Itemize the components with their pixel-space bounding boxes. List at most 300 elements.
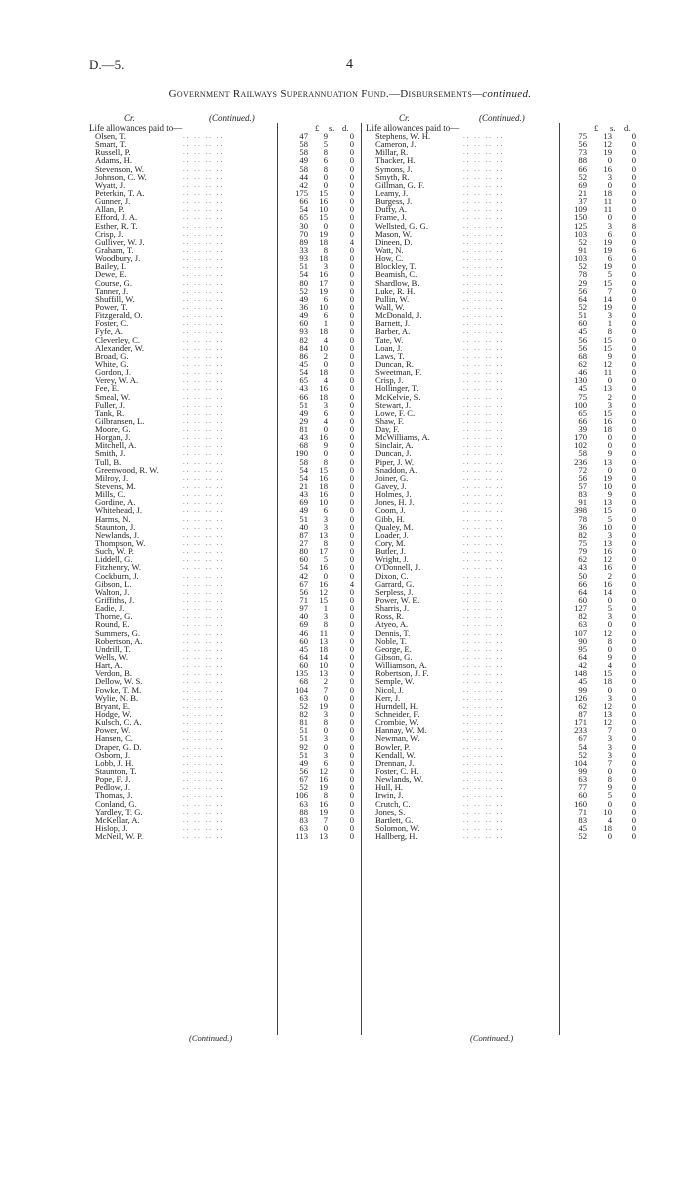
amount-pounds: 84: [299, 342, 308, 353]
dot-leader: .. .. .. ..: [183, 661, 225, 670]
amount-pence: 0: [349, 521, 354, 532]
amount-pounds: 56: [578, 139, 587, 150]
amount-pence: 0: [349, 749, 354, 760]
amount-pence: 0: [631, 676, 636, 687]
amount-shillings: 10: [319, 301, 328, 312]
pensioner-name: Gibb, H.: [375, 513, 405, 524]
pensioner-name: Duncan, J.: [375, 448, 412, 459]
allowance-row: [375, 808, 637, 816]
amount-shillings: 13: [603, 708, 612, 719]
allowance-row: [95, 726, 357, 734]
amount-shillings: 0: [323, 725, 328, 736]
allowance-row: [375, 506, 637, 514]
dot-leader: .. .. .. ..: [463, 262, 505, 271]
pensioner-name: Bailey, I.: [95, 261, 127, 272]
pensioner-name: McDonald, J.: [375, 310, 422, 321]
pensioner-name: Such, W. P.: [95, 546, 134, 557]
amount-pence: 0: [349, 619, 354, 630]
amount-pence: 0: [349, 562, 354, 573]
pensioner-name: Summers, G.: [95, 627, 141, 638]
amount-pence: 0: [349, 822, 354, 833]
amount-pounds: 103: [574, 253, 587, 264]
amount-pounds: 56: [299, 586, 308, 597]
amount-pence: 0: [349, 603, 354, 614]
pensioner-name: Bartlett, G.: [375, 814, 414, 825]
amount-shillings: 18: [319, 391, 328, 402]
amount-pounds: 68: [299, 676, 308, 687]
dot-leader: .. .. .. ..: [463, 799, 505, 808]
dot-leader: .. .. .. ..: [463, 188, 505, 197]
allowance-row: [95, 384, 357, 392]
dot-leader: .. .. .. ..: [183, 644, 225, 653]
dot-leader: .. .. .. ..: [183, 465, 225, 474]
amount-pounds: 67: [299, 578, 308, 589]
dot-leader: .. .. .. ..: [463, 693, 505, 702]
pensioner-name: Hannay, W. M.: [375, 725, 427, 736]
amount-pounds: 99: [578, 765, 587, 776]
amount-shillings: 11: [603, 367, 612, 378]
amount-pounds: 66: [299, 391, 308, 402]
amount-pounds: 60: [299, 660, 308, 671]
allowance-row: [375, 800, 637, 808]
allowance-row: [95, 449, 357, 457]
amount-pounds: 113: [295, 831, 308, 842]
dot-leader: .. .. .. ..: [463, 245, 505, 254]
pensioner-name: Lobb, J. H.: [95, 757, 134, 768]
dot-leader: .. .. .. ..: [183, 457, 225, 466]
dot-leader: .. .. .. ..: [183, 628, 225, 637]
pensioner-name: Kulsch, C. A.: [95, 717, 142, 728]
dot-leader: .. .. .. ..: [183, 262, 225, 271]
right-lead-text: Life allowances paid to—: [366, 123, 460, 133]
allowance-row: [95, 393, 357, 401]
amount-pounds: 54: [299, 562, 308, 573]
pensioner-name: Power, W. E.: [375, 595, 420, 606]
allowance-row: [375, 344, 637, 352]
amount-shillings: 16: [319, 432, 328, 443]
dot-leader: .. .. .. ..: [463, 718, 505, 727]
dot-leader: .. .. .. ..: [183, 148, 225, 157]
amount-pounds: 56: [578, 472, 587, 483]
pensioner-name: Mills, C.: [95, 489, 126, 500]
dot-leader: .. .. .. ..: [183, 571, 225, 580]
amount-pounds: 51: [299, 261, 308, 272]
allowance-row: [95, 775, 357, 783]
amount-shillings: 18: [319, 367, 328, 378]
dot-leader: .. .. .. ..: [463, 604, 505, 613]
pensioner-name: Dennis, T.: [375, 627, 411, 638]
pensioner-name: Schneider, F.: [375, 708, 420, 719]
amount-shillings: 3: [607, 741, 612, 752]
dot-leader: .. .. .. ..: [463, 596, 505, 605]
amount-pounds: 160: [574, 798, 587, 809]
pensioner-name: Hull, H.: [375, 782, 403, 793]
amount-pence: 0: [349, 179, 354, 190]
pensioner-name: Verey, W. A.: [95, 375, 139, 386]
pensioner-name: Garrard, G.: [375, 578, 415, 589]
pensioner-name: Yardley, T. G.: [95, 806, 143, 817]
pensioner-name: Hodge, W.: [95, 708, 132, 719]
dot-leader: .. .. .. ..: [463, 644, 505, 653]
amount-shillings: 6: [323, 310, 328, 321]
amount-shillings: 8: [323, 163, 328, 174]
amount-shillings: 12: [603, 717, 612, 728]
amount-pounds: 78: [578, 269, 587, 280]
pensioner-name: Osborn, J.: [95, 749, 131, 760]
allowance-row: [375, 417, 637, 425]
amount-shillings: 12: [603, 700, 612, 711]
amount-shillings: 18: [603, 424, 612, 435]
amount-shillings: 6: [323, 505, 328, 516]
pensioner-name: Alexander, W.: [95, 342, 145, 353]
allowance-row: [375, 393, 637, 401]
dot-leader: .. .. .. ..: [183, 718, 225, 727]
amount-pence: 0: [349, 163, 354, 174]
allowance-row: [95, 417, 357, 425]
dot-leader: .. .. .. ..: [463, 205, 505, 214]
amount-pence: 0: [631, 391, 636, 402]
pensioner-name: Course, G.: [95, 277, 132, 288]
amount-pounds: 70: [299, 228, 308, 239]
amount-pence: 0: [631, 179, 636, 190]
dot-leader: .. .. .. ..: [463, 449, 505, 458]
amount-pounds: 93: [299, 253, 308, 264]
pensioner-name: McWilliams, A.: [375, 432, 430, 443]
amount-shillings: 12: [319, 586, 328, 597]
pensioner-name: Watt, N.: [375, 244, 404, 255]
amount-shillings: 19: [603, 261, 612, 272]
amount-pounds: 81: [299, 717, 308, 728]
amount-shillings: 18: [319, 643, 328, 654]
dot-leader: .. .. .. ..: [463, 327, 505, 336]
amount-pence: 0: [349, 293, 354, 304]
amount-pence: 0: [349, 765, 354, 776]
dot-leader: .. .. .. ..: [463, 807, 505, 816]
dot-leader: .. .. .. ..: [183, 376, 225, 385]
allowance-row: [375, 441, 637, 449]
amount-pence: 0: [349, 635, 354, 646]
amount-pence: 0: [631, 798, 636, 809]
pensioner-name: Tull, B.: [95, 456, 122, 467]
dot-leader: .. .. .. ..: [183, 343, 225, 352]
pensioner-name: Lowe, F. C.: [375, 407, 416, 418]
allowance-row: [375, 523, 637, 531]
amount-shillings: 9: [607, 489, 612, 500]
pensioner-name: Conland, G.: [95, 798, 137, 809]
amount-pence: 0: [349, 456, 354, 467]
amount-pence: 0: [631, 236, 636, 247]
pensioner-name: O'Donnell, J.: [375, 562, 421, 573]
pensioner-name: Burgess, J.: [375, 196, 413, 207]
dot-leader: .. .. .. ..: [183, 294, 225, 303]
dot-leader: .. .. .. ..: [183, 441, 225, 450]
amount-pounds: 39: [578, 424, 587, 435]
allowance-row: [375, 352, 637, 360]
amount-pence: 0: [631, 831, 636, 842]
pensioner-name: Sweetman, F.: [375, 367, 422, 378]
amount-pence: 0: [631, 383, 636, 394]
amount-pounds: 52: [578, 831, 587, 842]
amount-pounds: 81: [299, 424, 308, 435]
left-cr-label: Cr.: [124, 113, 135, 123]
amount-shillings: 0: [607, 765, 612, 776]
amount-pounds: 236: [574, 456, 587, 467]
pensioner-name: Mason, W.: [375, 228, 413, 239]
amount-shillings: 8: [323, 717, 328, 728]
dot-leader: .. .. .. ..: [183, 726, 225, 735]
right-currency-pound: £: [594, 123, 599, 133]
dot-leader: .. .. .. ..: [183, 522, 225, 531]
amount-shillings: 0: [607, 432, 612, 443]
allowance-row: [375, 531, 637, 539]
amount-pounds: 51: [299, 399, 308, 410]
dot-leader: .. .. .. ..: [463, 742, 505, 751]
amount-pence: 0: [631, 692, 636, 703]
dot-leader: .. .. .. ..: [183, 701, 225, 710]
allowance-row: [95, 466, 357, 474]
amount-shillings: 3: [607, 399, 612, 410]
amount-pounds: 65: [299, 212, 308, 223]
amount-pounds: 93: [299, 326, 308, 337]
amount-pounds: 82: [578, 611, 587, 622]
amount-pence: 0: [631, 464, 636, 475]
amount-shillings: 19: [603, 472, 612, 483]
pensioner-name: Fitzgerald, O.: [95, 310, 143, 321]
amount-pounds: 67: [299, 774, 308, 785]
amount-shillings: 16: [603, 562, 612, 573]
dot-leader: .. .. .. ..: [183, 498, 225, 507]
amount-shillings: 9: [607, 448, 612, 459]
amount-pounds: 135: [295, 668, 308, 679]
pensioner-name: Wellsted, G. G.: [375, 220, 429, 231]
pensioner-name: Jones, H. J.: [375, 497, 415, 508]
dot-leader: .. .. .. ..: [463, 465, 505, 474]
amount-shillings: 5: [323, 554, 328, 565]
left-lead-text: Life allowances paid to—: [89, 123, 183, 133]
pensioner-name: How, C.: [375, 253, 404, 264]
dot-leader: .. .. .. ..: [183, 319, 225, 328]
amount-shillings: 18: [319, 326, 328, 337]
allowance-row: [375, 189, 637, 197]
pensioner-name: Cory, M.: [375, 538, 406, 549]
dot-leader: .. .. .. ..: [463, 213, 505, 222]
dot-leader: .. .. .. ..: [463, 197, 505, 206]
amount-pounds: 46: [578, 367, 587, 378]
allowance-row: [95, 653, 357, 661]
amount-shillings: 0: [323, 424, 328, 435]
amount-pounds: 148: [574, 668, 587, 679]
dot-leader: .. .. .. ..: [183, 311, 225, 320]
amount-shillings: 19: [319, 782, 328, 793]
dot-leader: .. .. .. ..: [463, 164, 505, 173]
amount-pounds: 60: [299, 554, 308, 565]
amount-pence: 0: [631, 481, 636, 492]
amount-pence: 0: [349, 676, 354, 687]
amount-pence: 0: [349, 595, 354, 606]
dot-leader: .. .. .. ..: [463, 473, 505, 482]
amount-pounds: 56: [578, 334, 587, 345]
allowance-row: [95, 189, 357, 197]
amount-shillings: 18: [603, 187, 612, 198]
amount-shillings: 6: [323, 757, 328, 768]
amount-shillings: 15: [319, 187, 328, 198]
pensioner-name: McKelvie, S.: [375, 391, 421, 402]
right-currency-shillings: s.: [610, 123, 616, 133]
dot-leader: .. .. .. ..: [463, 148, 505, 157]
amount-pence: 0: [631, 350, 636, 361]
amount-pounds: 43: [578, 562, 587, 573]
amount-pounds: 64: [578, 586, 587, 597]
amount-shillings: 4: [607, 660, 612, 671]
pensioner-name: Shardlow, B.: [375, 277, 420, 288]
pensioner-name: George, E.: [375, 643, 412, 654]
amount-pence: 0: [349, 367, 354, 378]
amount-pence: 0: [631, 131, 636, 141]
amount-shillings: 0: [607, 684, 612, 695]
allowance-row: [375, 156, 637, 164]
amount-pounds: 51: [299, 749, 308, 760]
allowance-row: [375, 539, 637, 547]
amount-pence: 0: [349, 489, 354, 500]
dot-leader: .. .. .. ..: [183, 587, 225, 596]
amount-pounds: 83: [578, 489, 587, 500]
amount-shillings: 3: [607, 529, 612, 540]
pensioner-name: Bryant, E.: [95, 700, 131, 711]
allowance-row: [375, 165, 637, 173]
dot-leader: .. .. .. ..: [183, 408, 225, 417]
amount-pounds: 68: [578, 350, 587, 361]
amount-pounds: 58: [299, 147, 308, 158]
amount-pounds: 60: [578, 318, 587, 329]
dot-leader: .. .. .. ..: [463, 514, 505, 523]
allowance-row: [375, 319, 637, 327]
pensioner-name: Undrill, T.: [95, 643, 131, 654]
allowance-row: [95, 197, 357, 205]
pensioner-name: Thorne, G.: [95, 611, 133, 622]
allowance-row: [95, 173, 357, 181]
allowance-row: [375, 612, 637, 620]
amount-pence: 0: [631, 448, 636, 459]
amount-pounds: 67: [578, 733, 587, 744]
pensioner-name: Wall, W.: [375, 301, 405, 312]
pensioner-name: Round, E.: [95, 619, 130, 630]
amount-pounds: 54: [299, 464, 308, 475]
amount-pence: 0: [631, 139, 636, 150]
amount-pounds: 56: [578, 342, 587, 353]
amount-pounds: 47: [299, 131, 308, 141]
amount-pounds: 69: [299, 619, 308, 630]
dot-leader: .. .. .. ..: [183, 449, 225, 458]
amount-shillings: 5: [607, 269, 612, 280]
dot-leader: .. .. .. ..: [463, 750, 505, 759]
amount-shillings: 13: [319, 831, 328, 842]
amount-pounds: 104: [574, 757, 587, 768]
amount-pence: 0: [349, 155, 354, 166]
amount-shillings: 15: [319, 464, 328, 475]
amount-shillings: 16: [319, 562, 328, 573]
dot-leader: .. .. .. ..: [183, 636, 225, 645]
amount-pounds: 37: [578, 196, 587, 207]
pensioner-name: Graham, T.: [95, 244, 134, 255]
pensioner-name: Gulliver, W. J.: [95, 236, 145, 247]
dot-leader: .. .. .. ..: [183, 677, 225, 686]
allowance-row: [95, 401, 357, 409]
amount-shillings: 4: [607, 814, 612, 825]
amount-pounds: 90: [578, 635, 587, 646]
amount-shillings: 8: [323, 147, 328, 158]
amount-shillings: 0: [323, 171, 328, 182]
amount-pence: 0: [631, 415, 636, 426]
dot-leader: .. .. .. ..: [463, 758, 505, 767]
amount-shillings: 5: [607, 513, 612, 524]
amount-pounds: 46: [299, 627, 308, 638]
amount-pence: 0: [631, 741, 636, 752]
allowance-row: [95, 425, 357, 433]
amount-pounds: 127: [574, 603, 587, 614]
amount-shillings: 16: [603, 415, 612, 426]
amount-pounds: 75: [578, 538, 587, 549]
allowance-row: [95, 360, 357, 368]
amount-shillings: 0: [323, 741, 328, 752]
amount-pence: 0: [349, 652, 354, 662]
amount-pence: 0: [349, 798, 354, 809]
pensioner-name: Smyth, R.: [375, 171, 410, 182]
amount-pence: 0: [631, 399, 636, 410]
dot-leader: .. .. .. ..: [463, 709, 505, 718]
pensioner-name: Foster, C.: [95, 318, 129, 329]
allowance-row: [95, 604, 357, 612]
amount-pounds: 52: [299, 782, 308, 793]
amount-pounds: 398: [574, 505, 587, 516]
dot-leader: .. .. .. ..: [183, 604, 225, 613]
dot-leader: .. .. .. ..: [463, 254, 505, 263]
amount-shillings: 3: [323, 513, 328, 524]
pensioner-name: Hansen, C.: [95, 733, 133, 744]
amount-pence: 0: [349, 774, 354, 785]
amount-pence: 0: [349, 741, 354, 752]
amount-pence: 0: [349, 529, 354, 540]
allowance-row: [95, 767, 357, 775]
amount-shillings: 16: [319, 774, 328, 785]
pensioner-name: Luke, R. H.: [375, 285, 416, 296]
amount-pounds: 52: [299, 700, 308, 711]
pensioner-name: Kendall, W.: [375, 749, 416, 760]
amount-pounds: 45: [299, 643, 308, 654]
amount-shillings: 10: [319, 342, 328, 353]
dot-leader: .. .. .. ..: [463, 294, 505, 303]
amount-pence: 0: [631, 196, 636, 207]
amount-pence: 8: [631, 220, 636, 231]
dot-leader: .. .. .. ..: [183, 669, 225, 678]
dot-leader: .. .. .. ..: [183, 547, 225, 556]
title-section: Disbursements: [400, 88, 473, 100]
pensioner-name: Blockley, T.: [375, 261, 417, 272]
amount-shillings: 0: [607, 375, 612, 386]
amount-pounds: 44: [299, 171, 308, 182]
allowance-row: [375, 547, 637, 555]
amount-pounds: 88: [578, 155, 587, 166]
amount-pence: 0: [349, 228, 354, 239]
amount-shillings: 5: [323, 139, 328, 150]
dot-leader: .. .. .. ..: [183, 327, 225, 336]
amount-shillings: 17: [319, 277, 328, 288]
amount-shillings: 6: [323, 155, 328, 166]
amount-shillings: 10: [603, 806, 612, 817]
amount-pounds: 107: [574, 627, 587, 638]
amount-shillings: 13: [603, 131, 612, 141]
allowance-row: [95, 254, 357, 262]
allowance-row: [375, 832, 637, 840]
